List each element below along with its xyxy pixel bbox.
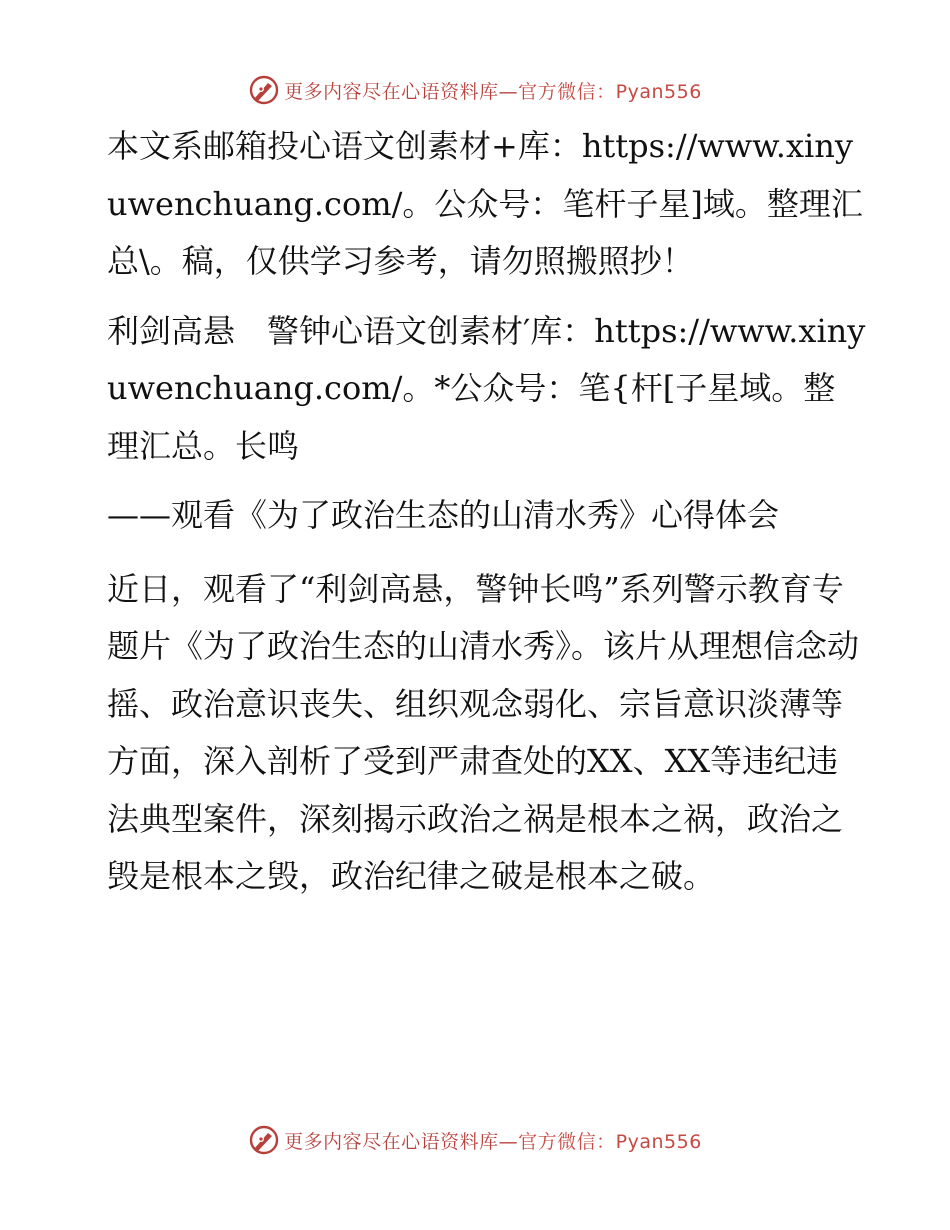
- disclaimer-paragraph: 本文系邮箱投心语文创素材+库：https://www.xinyuwenchuang.com/。公众号：笔杆子星]域。整理汇总\。稿，仅供学习参考，请勿照搬照抄！: [107, 127, 863, 280]
- header-banner-main: 更多内容尽在心语资料库—: [284, 80, 519, 103]
- article-title: 利剑高悬 警钟心语文创素材′库：https://www.xinyuwenchuang.com/。*公众号：笔{杆[子星域。整理汇总。长鸣: [107, 311, 866, 465]
- footer-banner-wechat: 官方微信：Pyan556: [518, 1130, 702, 1153]
- pen-logo-icon: [248, 1124, 280, 1156]
- article-subtitle: ——观看《为了政治生态的山清水秀》心得体会: [107, 496, 780, 534]
- footer-banner-main: 更多内容尽在心语资料库—: [284, 1130, 519, 1153]
- document-body: [97, 118, 867, 906]
- header-banner: [0, 70, 950, 110]
- footer-banner: [0, 1120, 950, 1160]
- header-banner-wechat: 官方微信：Pyan556: [518, 80, 702, 103]
- pen-logo-icon: [248, 74, 280, 106]
- body-paragraph: 近日，观看了“利剑高悬，警钟长鸣”系列警示教育专题片《为了政治生态的山清水秀》。该片从理想信念动摇、政治意识丧失、组织观念弱化、宗旨意识淡薄等方面，深入剖析了受到严肃查处的XX、XX等违纪违法典型案件，深刻揭示政治之祸是根本之祸，政治之毁是根本之毁，政治纪律之破是根本之破。: [107, 569, 860, 895]
- footer-banner-text: [284, 1127, 702, 1154]
- header-banner-text: [284, 77, 702, 104]
